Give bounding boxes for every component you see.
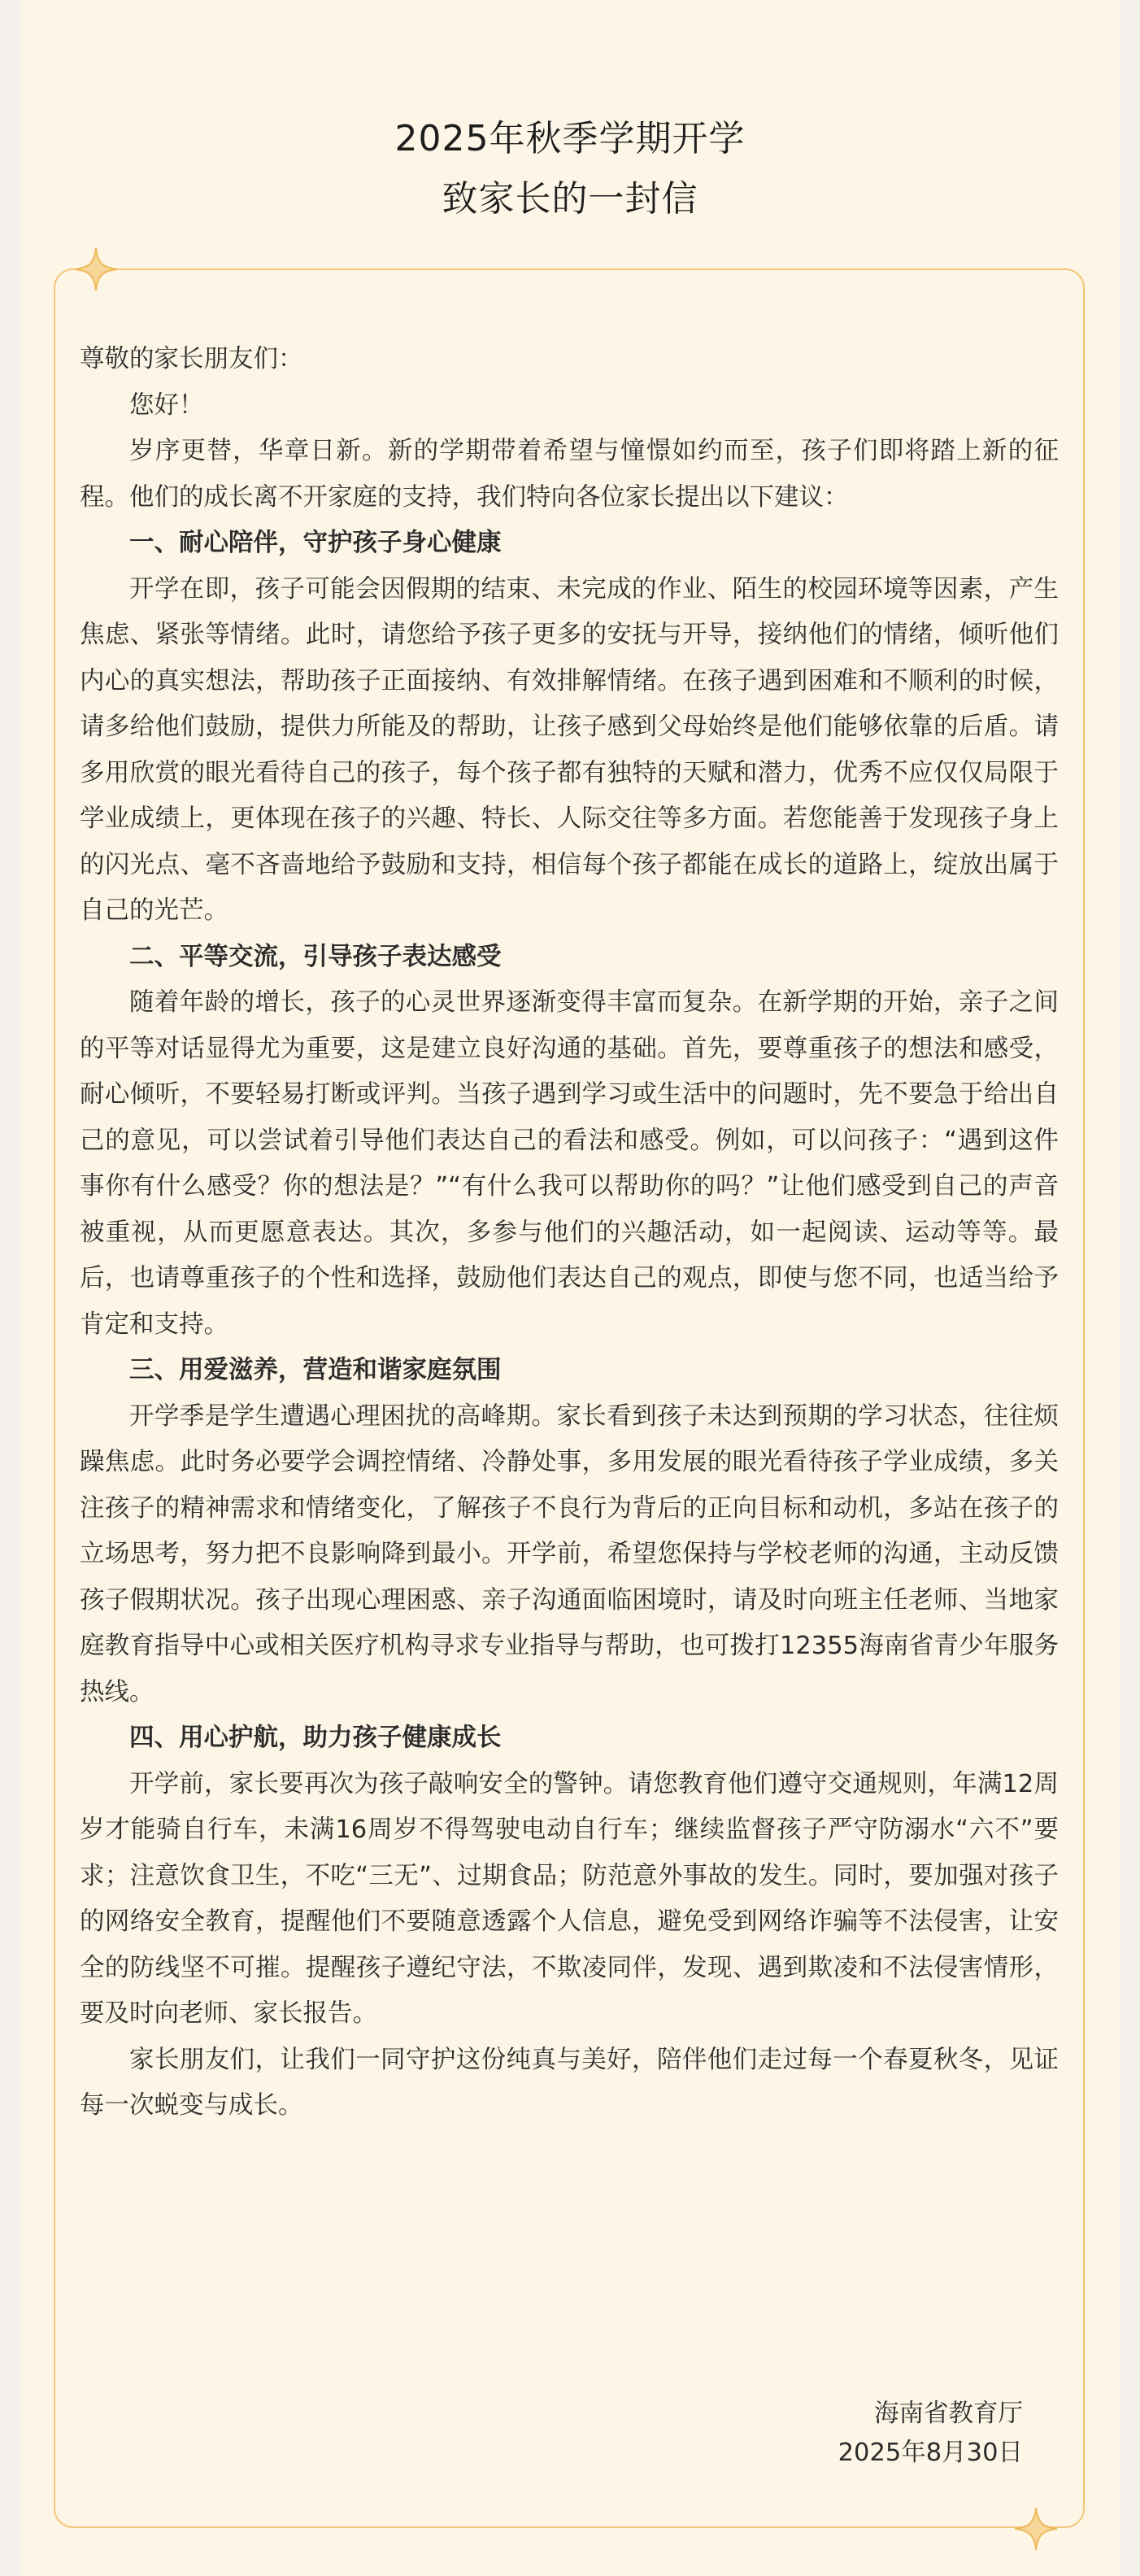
closing-paragraph: 家长朋友们，让我们一同守护这份纯真与美好，陪伴他们走过每一个春夏秋冬，见证每一次蜕变与成长。 (80, 2045, 1059, 2120)
section-1-title: 一、耐心陪伴，守护孩子身心健康 (129, 529, 502, 557)
salutation: 尊敬的家长朋友们： (80, 345, 303, 373)
signature-organization: 海南省教育厅 (874, 2399, 1023, 2428)
letter-body (80, 337, 1059, 2129)
section-2-body: 随着年龄的增长，孩子的心灵世界逐渐变得丰富而复杂。在新学期的开始，亲子之间的平等对话显得尤为重要，这是建立良好沟通的基础。首先，要尊重孩子的想法和感受，耐心倾听，不要轻易打断或评判。当孩子遇到学习或生活中的问题时，先不要急于给出自己的意见，可以尝试着引导他们表达自己的看法和感受。例如，可以问孩子：“遇到这件事你有什么感受？你的想法是？”“有什么我可以帮助你的吗？”让他们感受到自己的声音被重视，从而更愿意表达。其次，多参与他们的兴趣活动，如一起阅读、运动等等。最后，也请尊重孩子的个性和选择，鼓励他们表达自己的观点，即使与您不同，也适当给予肯定和支持。 (80, 988, 1059, 1339)
sparkle-star-icon (1013, 2506, 1059, 2552)
section-2-title: 二、平等交流，引导孩子表达感受 (129, 942, 502, 971)
section-1-body: 开学在即，孩子可能会因假期的结束、未完成的作业、陌生的校园环境等因素，产生焦虑、紧张等情绪。此时，请您给予孩子更多的安抚与开导，接纳他们的情绪，倾听他们内心的真实想法，帮助孩子正面接纳、有效排解情绪。在孩子遇到困难和不顺利的时候，请多给他们鼓励，提供力所能及的帮助，让孩子感到父母始终是他们能够依靠的后盾。请多用欣赏的眼光看待自己的孩子，每个孩子都有独特的天赋和潜力，优秀不应仅仅局限于学业成绩上，更体现在孩子的兴趣、特长、人际交往等多方面。若您能善于发现孩子身上的闪光点、毫不吝啬地给予鼓励和支持，相信每个孩子都能在成长的道路上，绽放出属于自己的光芒。 (80, 574, 1059, 925)
greeting: 您好！ (129, 390, 204, 420)
page-title-line1: 2025年秋季学期开学 (394, 118, 746, 159)
intro-paragraph: 岁序更替，华章日新。新的学期带着希望与憧憬如约而至，孩子们即将踏上新的征程。他们的成长离不开家庭的支持，我们特向各位家长提出以下建议： (80, 437, 1059, 512)
section-4-title: 四、用心护航，助力孩子健康成长 (129, 1724, 502, 1752)
page-title-line2: 致家长的一封信 (442, 178, 698, 220)
letter-page (20, 0, 1120, 2576)
sparkle-star-icon (73, 246, 119, 292)
section-3-body: 开学季是学生遭遇心理困扰的高峰期。家长看到孩子未达到预期的学习状态，往往烦躁焦虑。此时务必要学会调控情绪、冷静处事，多用发展的眼光看待孩子学业成绩，多关注孩子的精神需求和情绪变化，了解孩子不良行为背后的正向目标和动机，多站在孩子的立场思考，努力把不良影响降到最小。开学前，希望您保持与学校老师的沟通，主动反馈孩子假期状况。孩子出现心理困惑、亲子沟通面临困境时，请及时向班主任老师、当地家庭教育指导中心或相关医疗机构寻求专业指导与帮助，也可拨打12355海南省青少年服务热线。 (80, 1401, 1059, 1706)
section-3-title: 三、用爱滋养，营造和谐家庭氛围 (129, 1356, 502, 1384)
section-4-body: 开学前，家长要再次为孩子敲响安全的警钟。请您教育他们遵守交通规则，年满12周岁才能骑自行车，未满16周岁不得驾驶电动自行车；继续监督孩子严守防溺水“六不”要求；注意饮食卫生，不吃“三无”、过期食品；防范意外事故的发生。同时，要加强对孩子的网络安全教育，提醒他们不要随意透露个人信息，避免受到网络诈骗等不法侵害，让安全的防线坚不可摧。提醒孩子遵纪守法，不欺凌同伴，发现、遇到欺凌和不法侵害情形，要及时向老师、家长报告。 (80, 1769, 1059, 2028)
signature-date: 2025年8月30日 (838, 2439, 1023, 2467)
